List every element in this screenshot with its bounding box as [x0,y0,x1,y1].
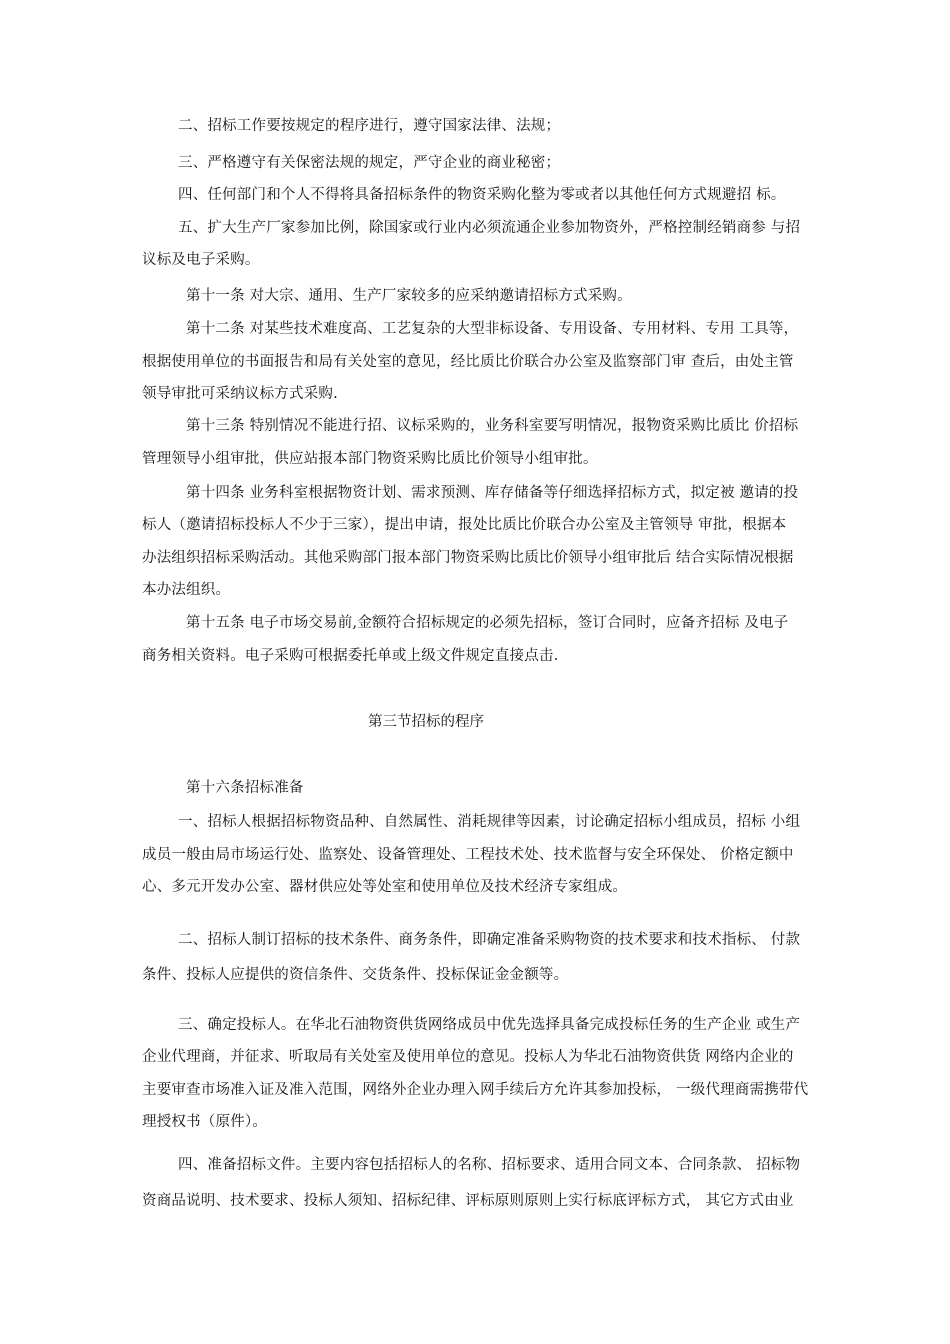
text-line: 心、多元开发办公室、器材供应处等处室和使用单位及技术经济专家组成。 [142,879,628,895]
text-line: 四、准备招标文件。主要内容包括招标人的名称、招标要求、适用合同文本、合同条款、 招标物 [178,1157,801,1173]
text-line: 企业代理商，并征求、听取局有关处室及使用单位的意见。投标人为华北石油物资供货 网络内企业的 [142,1049,794,1065]
text-line: 商务相关资料。电子采购可根据委托单或上级文件规定直接点击. [142,648,559,664]
section-heading: 第三节招标的程序 [368,714,484,730]
text-line: 三、严格遵守有关保密法规的规定，严守企业的商业秘密； [178,155,561,171]
text-line: 第十一条 对大宗、通用、生产厂家较多的应采纳邀请招标方式采购。 [186,288,632,304]
text-line: 理授权书（原件）。 [142,1114,268,1130]
text-line: 成员一般由局市场运行处、监察处、设备管理处、工程技术处、技术监督与安全环保处、 价格定额中 [142,847,794,863]
text-line: 第十六条招标准备 [186,780,304,796]
text-line: 主要审查市场准入证及准入范围，网络外企业办理入网手续后方允许其参加投标， 一级代理商需携带代 [142,1082,809,1098]
text-line: 二、招标人制订招标的技术条件、商务条件，即确定准备采购物资的技术要求和技术指标、 付款 [178,932,801,948]
text-line: 资商品说明、技术要求、投标人须知、招标纪律、评标原则原则上实行标底评标方式， 其它方式由业 [142,1193,794,1209]
text-line: 议标及电子采购。 [142,252,260,268]
text-line: 标人（邀请招标投标人不少于三家），提出申请，报处比质比价联合办公室及主管领导 审批，根据本 [142,517,787,533]
text-line: 一、招标人根据招标物资品种、自然属性、消耗规律等因素，讨论确定招标小组成员，招标 小组 [178,814,801,830]
text-line: 条件、投标人应提供的资信条件、交货条件、投标保证金金额等。 [142,967,569,983]
text-line: 三、确定投标人。在华北石油物资供货网络成员中优先选择具备完成投标任务的生产企业 或生产 [178,1017,801,1033]
text-line: 第十四条 业务科室根据物资计划、需求预测、库存储备等仔细选择招标方式，拟定被 邀请的投 [186,485,799,501]
text-line: 本办法组织。 [142,582,231,598]
text-line: 领导审批可采纳议标方式采购. [142,386,338,402]
text-line: 第十三条 特别情况不能进行招、议标采购的，业务科室要写明情况，报物资采购比质比 价招标 [186,418,799,434]
text-line: 五、扩大生产厂家参加比例，除国家或行业内必须流通企业参加物资外，严格控制经销商参 与招 [178,220,801,236]
text-line: 办法组织招标采购活动。其他采购部门报本部门物资采购比质比价领导小组审批后 结合实际情况根据 [142,550,794,566]
text-line: 管理领导小组审批，供应站报本部门物资采购比质比价领导小组审批。 [142,451,598,467]
text-line: 二、招标工作要按规定的程序进行，遵守国家法律、法规； [178,118,561,134]
text-line: 根据使用单位的书面报告和局有关处室的意见，经比质比价联合办公室及监察部门审 查后，由处主管 [142,354,794,370]
text-line: 第十五条 电子市场交易前,金额符合招标规定的必须先招标，签订合同时，应备齐招标 及电子 [186,615,789,631]
text-line: 四、任何部门和个人不得将具备招标条件的物资采购化整为零或者以其他任何方式规避招 标。 [178,187,786,203]
text-line: 第十二条 对某些技术难度高、工艺复杂的大型非标设备、专用设备、专用材料、专用 工具等， [186,321,799,337]
